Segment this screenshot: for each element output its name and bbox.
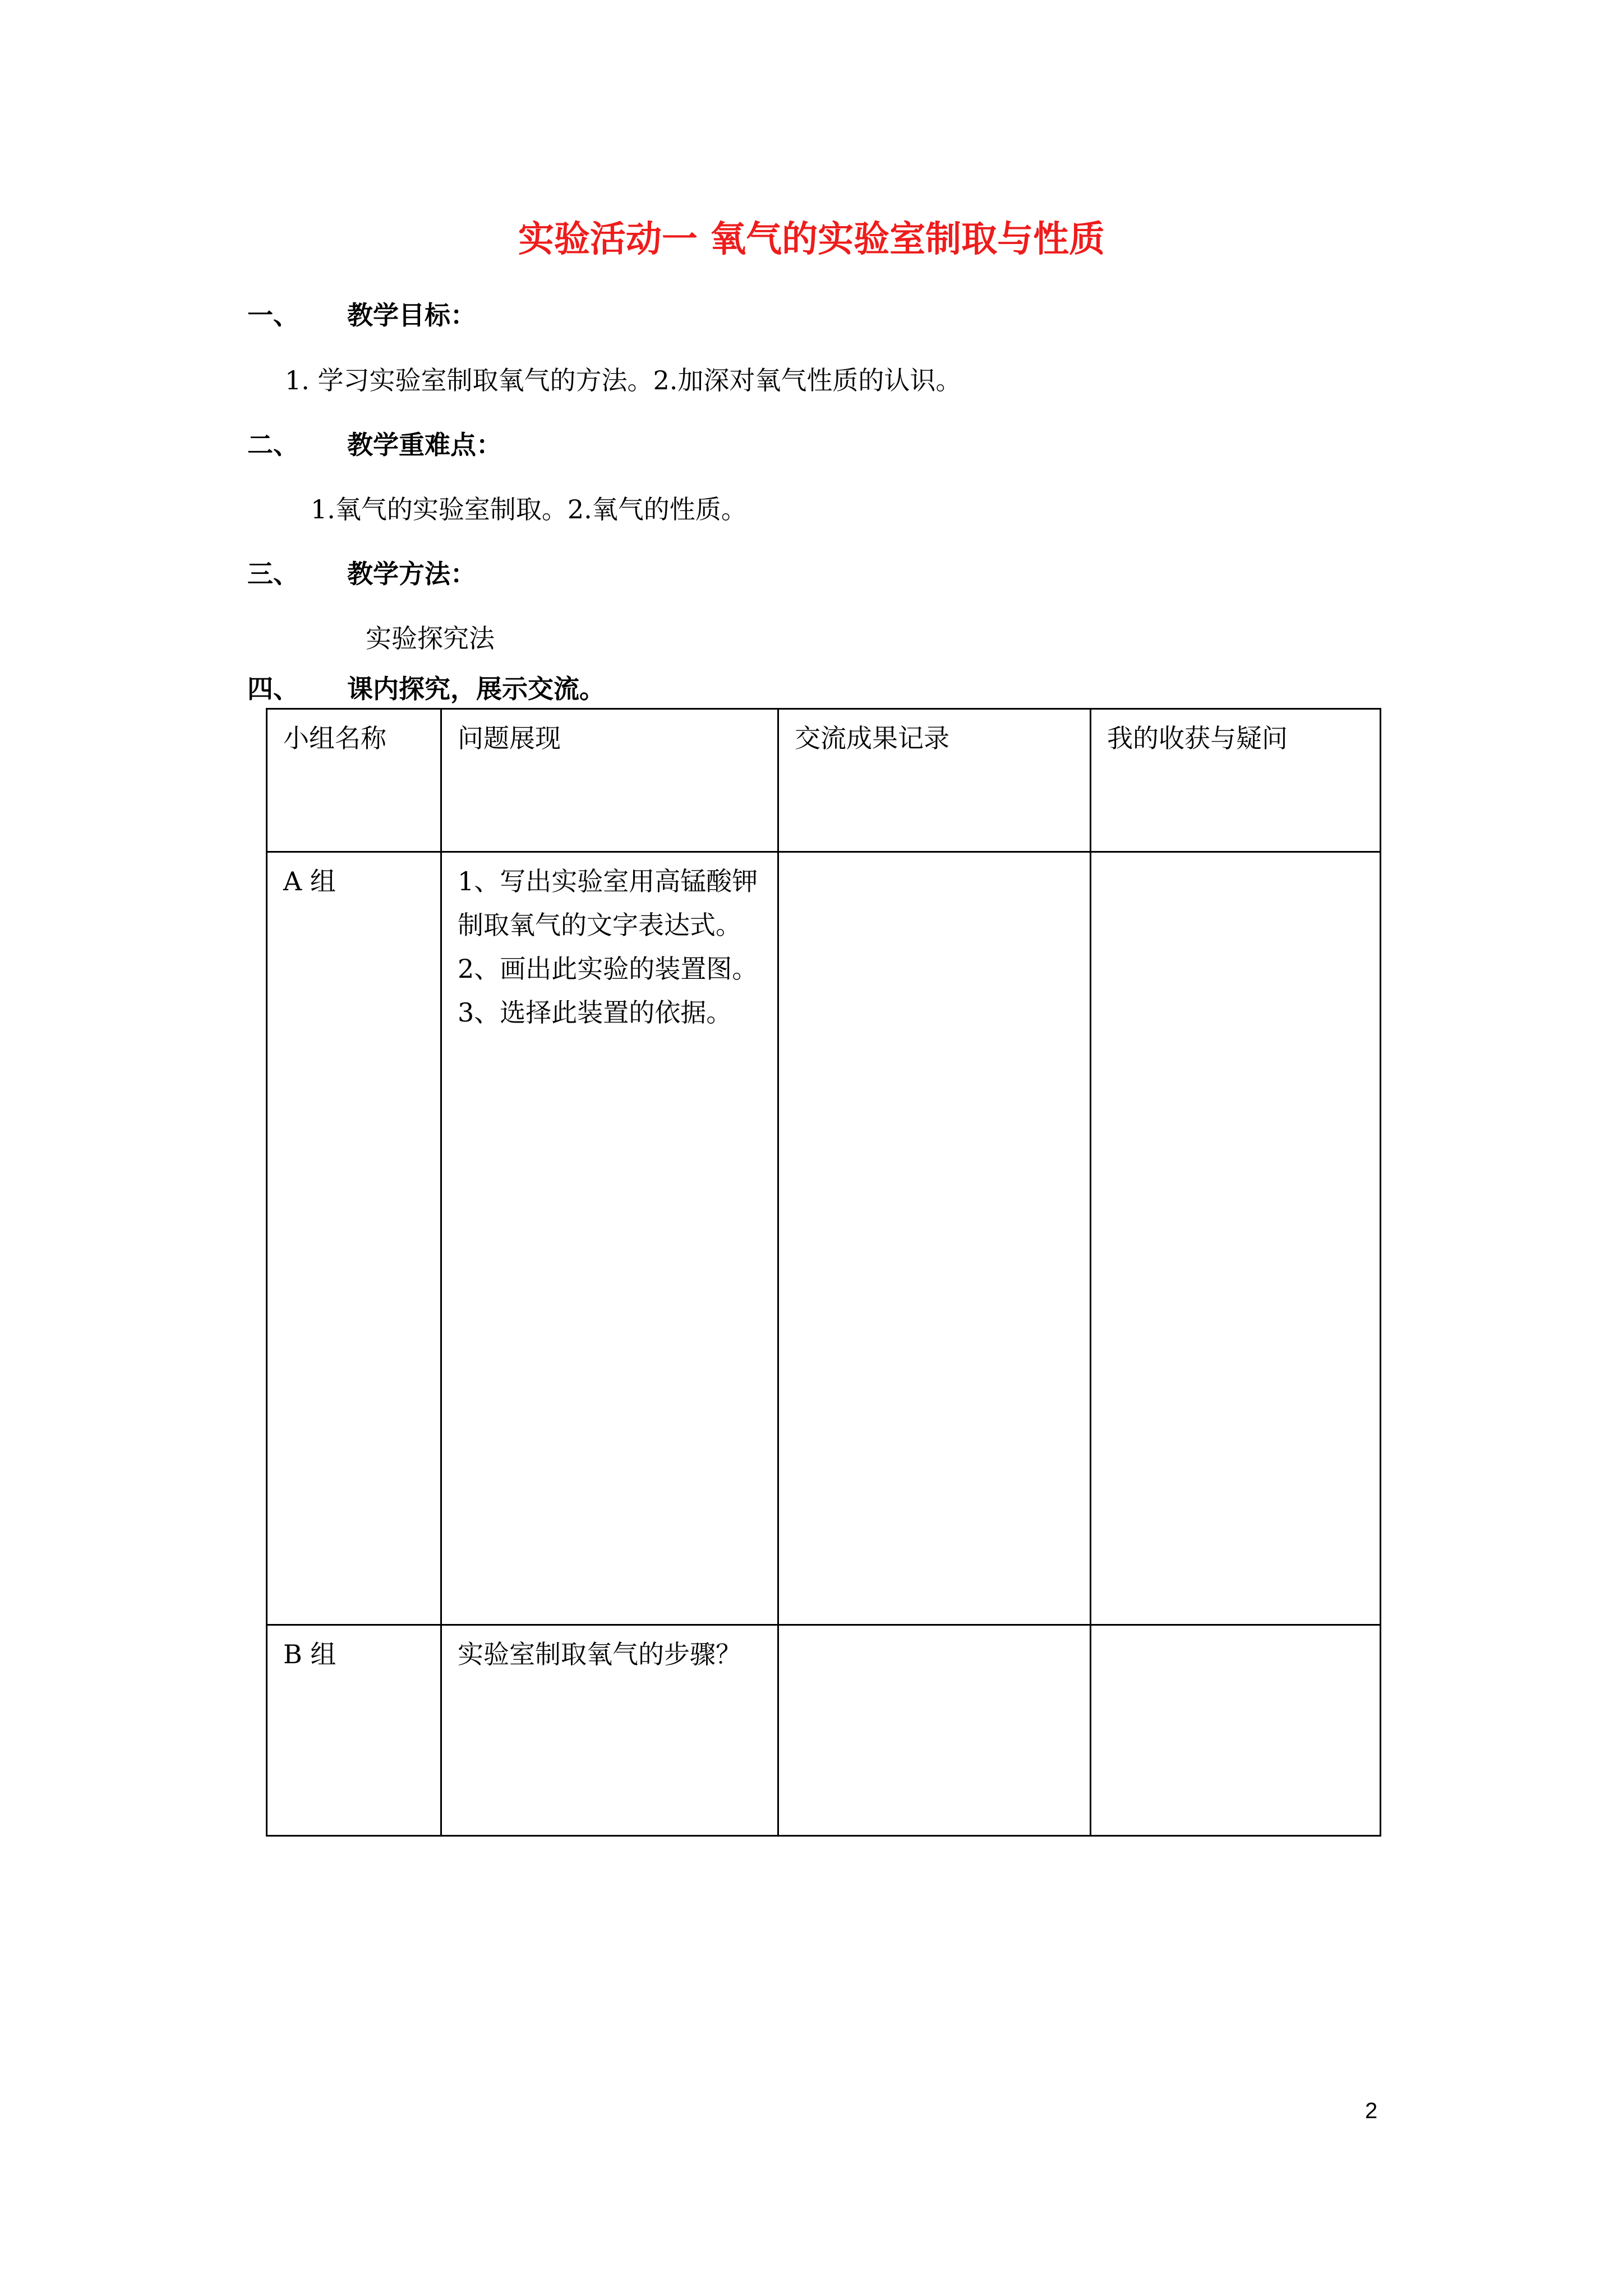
section-title-4: 课内探究，展示交流。: [347, 674, 605, 704]
section-number-4: 四、: [247, 674, 299, 704]
group-cell: A 组: [267, 852, 441, 1625]
section-title-2: 教学重难点：: [347, 430, 502, 460]
header-record: 交流成果记录: [778, 709, 1091, 852]
section-heading-4: [247, 672, 605, 706]
inquiry-table: [266, 708, 1381, 1837]
question-text: 1、写出实验室用高锰酸钾制取氧气的文字表达式。 2、画出此实验的装置图。 3、选择此装置的依据。: [458, 866, 758, 1028]
table-row: [267, 852, 1381, 1625]
header-group-name: 小组名称: [267, 709, 441, 852]
table-row: [267, 1625, 1381, 1836]
page-number: 2: [1365, 2099, 1378, 2123]
record-cell: [778, 1625, 1091, 1836]
section-heading-3: [247, 557, 476, 591]
gain-cell: [1091, 1625, 1381, 1836]
section-number-3: 三、: [247, 559, 299, 589]
question-text: 实验室制取氧气的步骤？: [458, 1639, 741, 1669]
section-content-1: 1. 学习实验室制取氧气的方法。2.加深对氧气性质的认识。: [285, 365, 962, 395]
question-cell: [441, 852, 778, 1625]
section-title-1: 教学目标：: [347, 300, 476, 330]
section-content-2: 1.氧气的实验室制取。2.氧气的性质。: [311, 494, 747, 524]
document-title: 实验活动一 氧气的实验室制取与性质: [518, 219, 1105, 260]
header-gain: 我的收获与疑问: [1091, 709, 1381, 852]
question-cell: [441, 1625, 778, 1836]
table-header-row: [267, 709, 1381, 852]
section-number-2: 二、: [247, 430, 299, 460]
section-number-1: 一、: [247, 300, 299, 330]
record-cell: [778, 852, 1091, 1625]
group-cell: B 组: [267, 1625, 441, 1836]
section-heading-2: [247, 428, 502, 462]
section-heading-1: [247, 298, 476, 332]
section-content-3: 实验探究法: [366, 623, 495, 654]
header-question: 问题展现: [441, 709, 778, 852]
section-title-3: 教学方法：: [347, 559, 476, 589]
gain-cell: [1091, 852, 1381, 1625]
